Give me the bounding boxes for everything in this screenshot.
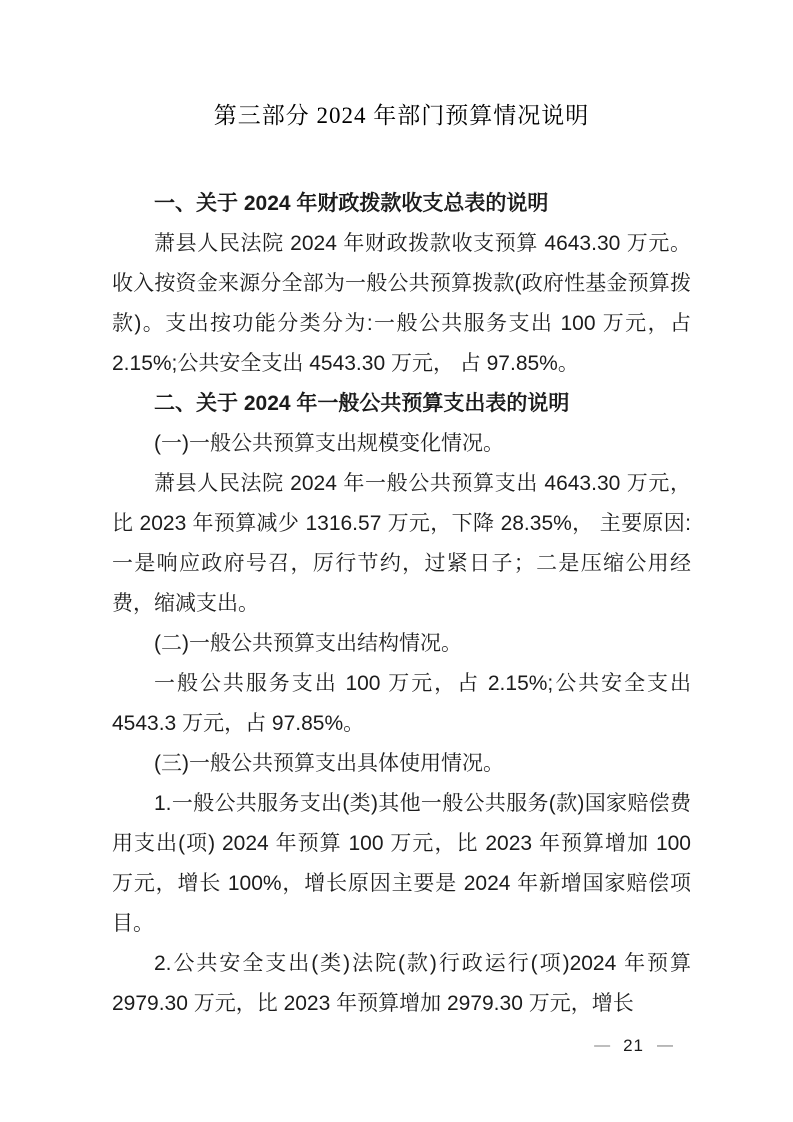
page-title: 第三部分 2024 年部门预算情况说明: [213, 103, 590, 128]
paragraph-fiscal-appropriation-summary: 萧县人民法院 2024 年财政拨款收支预算 4643.30 万元。收入按资金来源分全部为一般公共预算拨款(政府性基金预算拨款)。支出按功能分类分为:一般公共服务支出 100 万元，占 2.15%;公共安全支出 4543.30 万元， 占 97.85%。: [112, 232, 691, 375]
paragraph-item-2-public-safety: 2.公共安全支出(类)法院(款)行政运行(项)2024 年预算 2979.30 万元，比 2023 年预算增加 2979.30 万元，增长: [112, 952, 691, 1015]
paragraph-budget-structure: 一般公共服务支出 100 万元，占 2.15%;公共安全支出 4543.3 万元，占 97.85%。: [112, 672, 691, 735]
subsection-heading-specific-usage: (三)一般公共预算支出具体使用情况。: [154, 752, 504, 775]
section-heading-two: 二、关于 2024 年一般公共预算支出表的说明: [154, 392, 570, 415]
page-number: [594, 1037, 673, 1054]
page-number-value: 21: [623, 1036, 644, 1055]
subsection-heading-scale-change: (一)一般公共预算支出规模变化情况。: [154, 432, 504, 455]
subsection-heading-structure: (二)一般公共预算支出结构情况。: [154, 632, 462, 655]
section-heading-one: 一、关于 2024 年财政拨款收支总表的说明: [154, 192, 549, 215]
paragraph-item-1-public-service: 1.一般公共服务支出(类)其他一般公共服务(款)国家赔偿费用支出(项) 2024 年预算 100 万元，比 2023 年预算增加 100 万元，增长 100%，增长原因主要是 2024 年新增国家赔偿项目。: [112, 792, 691, 935]
page-number-dash-right: —: [657, 1037, 673, 1054]
paragraph-budget-scale-change: 萧县人民法院 2024 年一般公共预算支出 4643.30 万元，比 2023 年预算减少 1316.57 万元，下降 28.35%， 主要原因:一是响应政府号召，厉行节约，过紧日子；二是压缩公用经费，缩减支出。: [112, 472, 691, 615]
page-number-dash-left: —: [594, 1037, 611, 1054]
